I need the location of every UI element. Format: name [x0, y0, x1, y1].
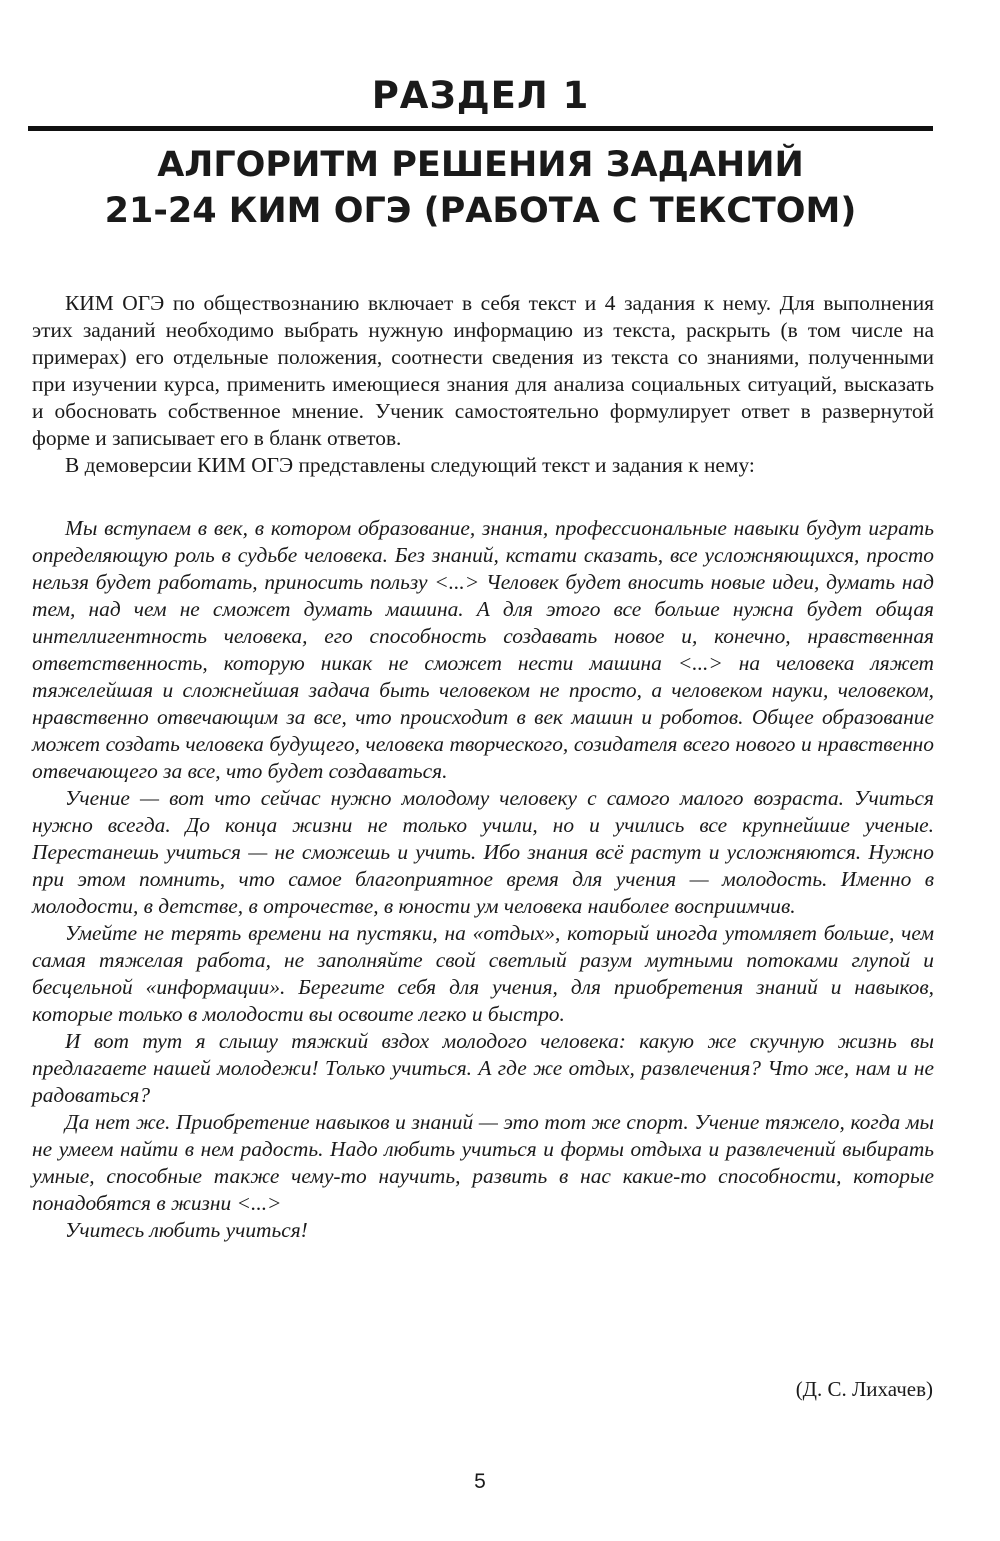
quote-author: (Д. С. Лихачев) [795, 1377, 933, 1401]
page-title-line-1: АЛГОРИТМ РЕШЕНИЯ ЗАДАНИЙ [157, 145, 804, 185]
quote-paragraph: Да нет же. Приобретение навыков и знаний — это тот же спорт. Учение тяжело, когда мы не умеем найти в нем радость. Надо любить учиться и формы отдыха и развлечений выбирать умные, способные также чему-то научить, развить в нас какие-то способности, которые понадобятся в жизни <...> [32, 1110, 934, 1215]
page-title-line-2: 21-24 КИМ ОГЭ (РАБОТА С ТЕКСТОМ) [104, 191, 857, 231]
page-title [28, 142, 933, 234]
page-number: 5 [474, 1470, 486, 1493]
quoted-text [32, 515, 934, 1244]
quote-paragraph: Мы вступаем в век, в котором образование, знания, профессиональные навыки будут играть определяющую роль в судьбе человека. Без знаний, кстати сказать, все усложняющихся, просто нельзя будет работать, приносить пользу <...> Человек будет вносить новые идеи, думать над тем, над чем не сможет думать машина. А для этого все больше нужна будет общая интеллигентность человека, его способность создавать новое и, конечно, нравственная ответственность, которую никак не сможет нести машина <...> на человека ляжет тяжелейшая и сложнейшая задача быть человеком не просто, а человеком науки, человеком, нравственно отвечающим за все, что происходит в век машин и роботов. Общее образование может создать человека будущего, человека творческого, созидателя всего нового и нравственно отвечающего за все, что будет создаваться. [32, 516, 934, 783]
intro-paragraph: В демоверсии КИМ ОГЭ представлены следующий текст и задания к нему: [65, 453, 755, 477]
quote-paragraph: Умейте не терять времени на пустяки, на «отдых», который иногда утомляет больше, чем самая тяжелая работа, не заполняйте свой светлый разум мутными потоками глупой и бесцельной «информации». Берегите себя для учения, для приобретения знаний и навыков, которые только в молодости вы освоите легко и быстро. [32, 921, 934, 1026]
intro-paragraph: КИМ ОГЭ по обществознанию включает в себя текст и 4 задания к нему. Для выполнения этих заданий необходимо выбрать нужную информацию из текста, раскрыть (в том числе на примерах) его отдельные положения, соотнести сведения из текста со знаниями, полученными при изучении курса, применить имеющиеся знания для анализа социальных ситуаций, высказать и обосновать собственное мнение. Ученик самостоятельно формулирует ответ в развернутой форме и записывает его в бланк ответов. [32, 291, 934, 450]
quote-paragraph: И вот тут я слышу тяжкий вздох молодого человека: какую же скучную жизнь вы предлагаете нашей молодежи! Только учиться. А где же отдых, развлечения? Что же, нам и не радоваться? [32, 1029, 934, 1107]
quote-paragraph: Учение — вот что сейчас нужно молодому человеку с самого малого возраста. Учиться нужно всегда. До конца жизни не только учили, но и учились все крупнейшие ученые. Перестанешь учиться — не сможешь и учить. Ибо знания всё растут и усложняются. Нужно при этом помнить, что самое благоприятное время для учения — молодость. Именно в молодости, в детстве, в отрочестве, в юности ум человека наиболее восприимчив. [32, 786, 934, 918]
intro-text [32, 290, 934, 479]
quote-paragraph: Учитесь любить учиться! [65, 1218, 308, 1242]
title-divider [28, 126, 933, 131]
section-label: РАЗДЕЛ 1 [371, 74, 590, 117]
